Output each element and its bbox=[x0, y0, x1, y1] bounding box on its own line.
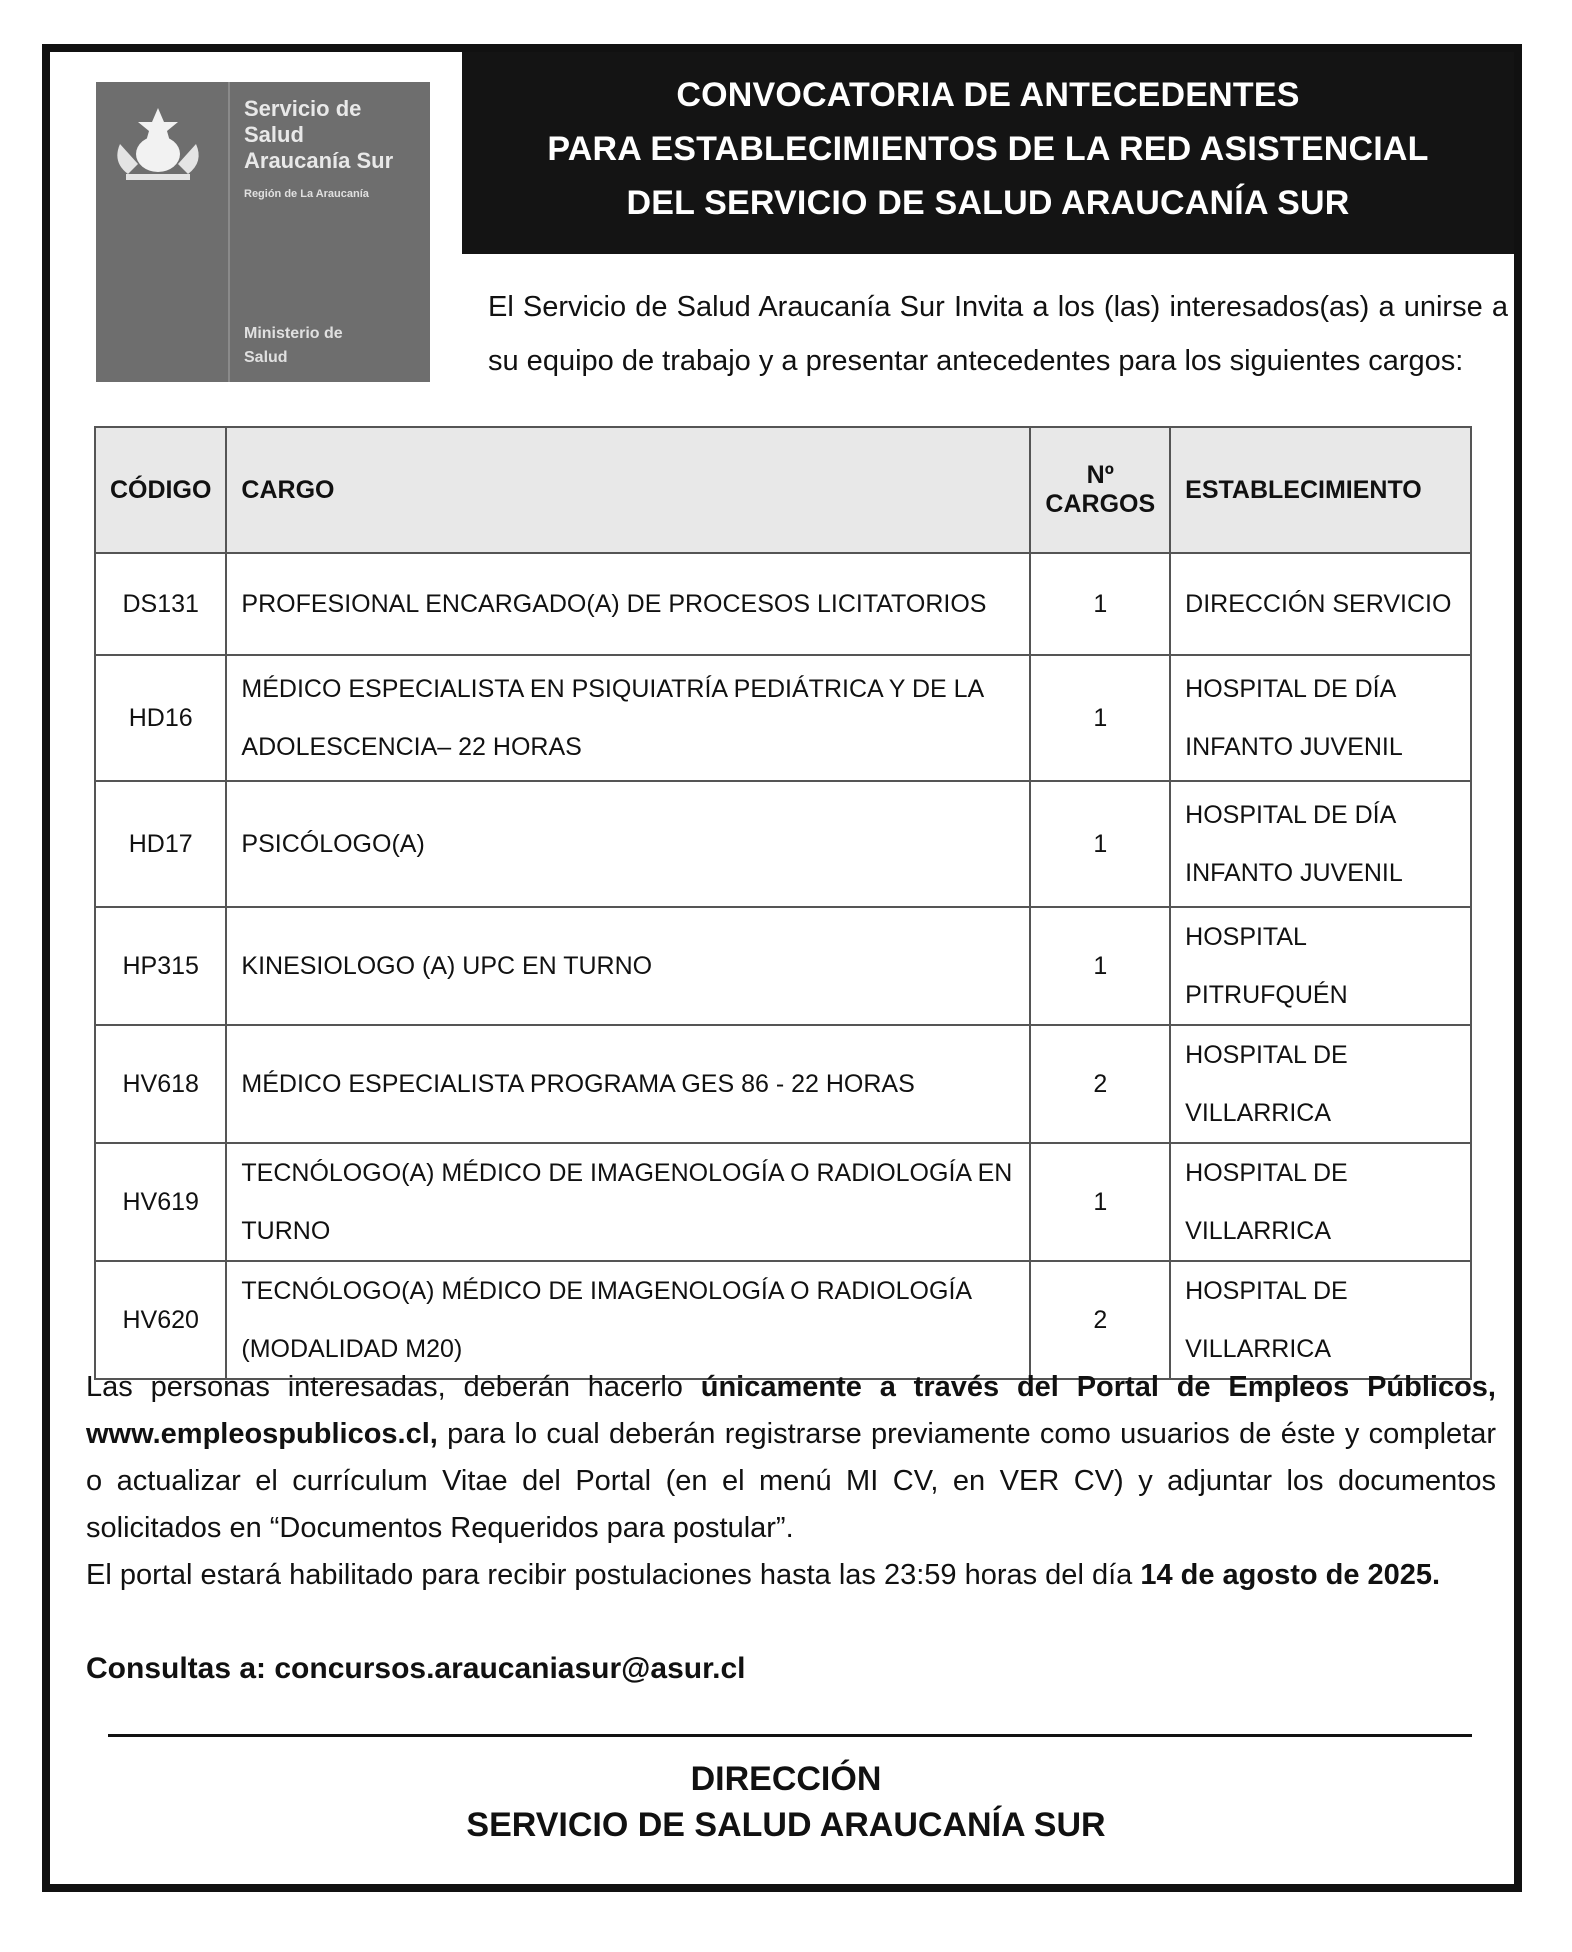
table-row bbox=[95, 553, 1471, 655]
banner-line: PARA ESTABLECIMIENTOS DE LA RED ASISTENCIAL bbox=[547, 130, 1429, 168]
coat-of-arms-icon bbox=[108, 104, 208, 184]
table-row bbox=[95, 1143, 1471, 1261]
cell-cargo: PSICÓLOGO(A) bbox=[226, 781, 1030, 907]
org-line: Araucanía Sur bbox=[244, 148, 394, 173]
footer-signature bbox=[0, 1756, 1572, 1848]
logo-ministry bbox=[244, 322, 404, 370]
org-line: Servicio de bbox=[244, 96, 362, 121]
cell-cargo: PROFESIONAL ENCARGADO(A) DE PROCESOS LICITATORIOS bbox=[226, 553, 1030, 655]
cell-code: HV620 bbox=[95, 1261, 226, 1379]
cell-code: HD16 bbox=[95, 655, 226, 781]
header-cargo: CARGO bbox=[226, 427, 1030, 553]
cell-num-cargos: 1 bbox=[1030, 1143, 1170, 1261]
ministry-line: Salud bbox=[244, 349, 288, 366]
cell-num-cargos: 1 bbox=[1030, 781, 1170, 907]
ministry-line: Ministerio de bbox=[244, 325, 343, 342]
logo-region: Región de La Araucanía bbox=[244, 188, 369, 200]
contact-email: Consultas a: concursos.araucaniasur@asur.cl bbox=[86, 1652, 746, 1685]
footer-line: DIRECCIÓN bbox=[690, 1760, 882, 1798]
deadline-date: 14 de agosto de 2025. bbox=[1140, 1559, 1441, 1591]
instructions-text: Las personas interesadas, deberán hacerlo bbox=[86, 1371, 701, 1403]
cell-code: DS131 bbox=[95, 553, 226, 655]
cell-cargo: TECNÓLOGO(A) MÉDICO DE IMAGENOLOGÍA O RADIOLOGÍA (MODALIDAD M20) bbox=[226, 1261, 1030, 1379]
cell-establishment: HOSPITAL PITRUFQUÉN bbox=[1170, 907, 1471, 1025]
logo-org-name bbox=[244, 96, 424, 174]
cell-num-cargos: 2 bbox=[1030, 1025, 1170, 1143]
header-code: CÓDIGO bbox=[95, 427, 226, 553]
table-row bbox=[95, 781, 1471, 907]
footer-line: SERVICIO DE SALUD ARAUCANÍA SUR bbox=[466, 1806, 1106, 1844]
deadline-paragraph bbox=[86, 1552, 1496, 1599]
header-establishment: ESTABLECIMIENTO bbox=[1170, 427, 1471, 553]
portal-link-text: únicamente a través del Portal de Empleos Públicos, www.empleospublicos.cl, bbox=[86, 1371, 1496, 1450]
intro-text: El Servicio de Salud Araucanía Sur Invita a los (las) interesados(as) a unirse a su equipo de trabajo y a presentar antecedentes para los siguientes cargos: bbox=[488, 291, 1508, 377]
cell-establishment: HOSPITAL DE VILLARRICA bbox=[1170, 1025, 1471, 1143]
table-row bbox=[95, 655, 1471, 781]
cell-num-cargos: 1 bbox=[1030, 907, 1170, 1025]
positions-table bbox=[94, 426, 1472, 1380]
instructions bbox=[86, 1364, 1496, 1599]
cell-num-cargos: 1 bbox=[1030, 655, 1170, 781]
table-row bbox=[95, 907, 1471, 1025]
title-banner bbox=[462, 52, 1514, 254]
logo-divider bbox=[228, 82, 230, 382]
deadline-text: El portal estará habilitado para recibir postulaciones hasta las 23:59 horas del día bbox=[86, 1559, 1141, 1591]
instructions-text: para lo cual deberán registrarse previamente como usuarios de éste y completar o actualizar el currículum Vitae del Portal (en el menú MI CV, en VER CV) y adjuntar los documentos solicitados en “Documentos Requeridos para postular”. bbox=[86, 1418, 1496, 1544]
cell-cargo: KINESIOLOGO (A) UPC EN TURNO bbox=[226, 907, 1030, 1025]
banner-line: DEL SERVICIO DE SALUD ARAUCANÍA SUR bbox=[626, 184, 1350, 222]
cell-establishment: HOSPITAL DE VILLARRICA bbox=[1170, 1261, 1471, 1379]
table-row bbox=[95, 1261, 1471, 1379]
header-num-cargos bbox=[1030, 427, 1170, 553]
instructions-paragraph bbox=[86, 1364, 1496, 1552]
cell-code: HD17 bbox=[95, 781, 226, 907]
cell-code: HV618 bbox=[95, 1025, 226, 1143]
cell-code: HV619 bbox=[95, 1143, 226, 1261]
cell-num-cargos: 1 bbox=[1030, 553, 1170, 655]
footer-rule bbox=[108, 1734, 1472, 1737]
org-line: Salud bbox=[244, 122, 304, 147]
header-num-line: Nº bbox=[1086, 461, 1114, 489]
cell-cargo: MÉDICO ESPECIALISTA EN PSIQUIATRÍA PEDIÁTRICA Y DE LA ADOLESCENCIA– 22 HORAS bbox=[226, 655, 1030, 781]
cell-cargo: MÉDICO ESPECIALISTA PROGRAMA GES 86 - 22 HORAS bbox=[226, 1025, 1030, 1143]
table-header-row bbox=[95, 427, 1471, 553]
cell-establishment: DIRECCIÓN SERVICIO bbox=[1170, 553, 1471, 655]
cell-establishment: HOSPITAL DE VILLARRICA bbox=[1170, 1143, 1471, 1261]
banner-line: CONVOCATORIA DE ANTECEDENTES bbox=[676, 76, 1300, 114]
cell-establishment: HOSPITAL DE DÍA INFANTO JUVENIL bbox=[1170, 781, 1471, 907]
cell-cargo: TECNÓLOGO(A) MÉDICO DE IMAGENOLOGÍA O RADIOLOGÍA EN TURNO bbox=[226, 1143, 1030, 1261]
ssas-logo bbox=[96, 82, 430, 382]
cell-num-cargos: 2 bbox=[1030, 1261, 1170, 1379]
cell-code: HP315 bbox=[95, 907, 226, 1025]
cell-establishment: HOSPITAL DE DÍA INFANTO JUVENIL bbox=[1170, 655, 1471, 781]
header-num-line: CARGOS bbox=[1045, 490, 1156, 518]
table-row bbox=[95, 1025, 1471, 1143]
